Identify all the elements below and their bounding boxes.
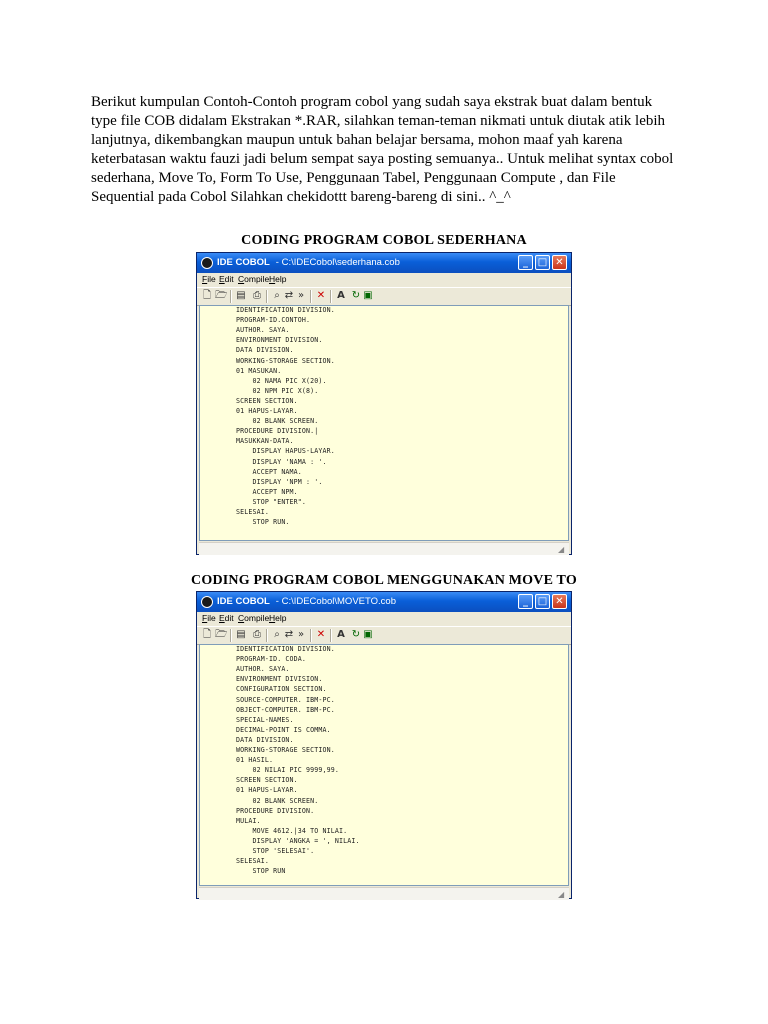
intro-line: Berikut kumpulan Contoh-Contoh program cobol yang sudah saya ekstrak buat dalam bentuk [91,94,653,110]
code-line: ENVIRONMENT DIVISION. [236,675,323,684]
code-line: 01 MASUKAN. [236,366,282,375]
menu-file[interactable]: File [202,613,216,623]
code-line: PROCEDURE DIVISION. [236,806,315,815]
font-icon[interactable]: A [337,290,345,301]
code-line: DATA DIVISION. [236,346,294,355]
save-icon[interactable]: ▤ [236,290,246,301]
code-line: 02 NAMA PIC X(20). [236,376,327,385]
code-line: WORKING-STORAGE SECTION. [236,746,335,754]
code-line: STOP RUN. [236,518,290,527]
ide-window-move-to [196,591,572,899]
open-file-icon[interactable]: 🗁 [215,290,228,301]
toolbar-separator [266,629,268,642]
resize-grip-icon[interactable]: ◢ [558,890,565,899]
menu-bar [197,273,571,286]
window-titlebar[interactable] [197,253,571,273]
menu-help[interactable]: Help [269,613,287,623]
intro-line: keterbatasan waktu fauzi jadi belum sempat saya posting semuanya.. Untuk melihat syntax cobol [91,151,674,167]
app-icon [201,596,213,608]
find-next-icon[interactable]: » [297,629,305,640]
minimize-button[interactable]: _ [518,255,533,270]
code-line: PROCEDURE DIVISION.| [236,427,319,436]
compile-icon[interactable]: ↻ [351,290,361,301]
code-line: SPECIAL-NAMES. [236,715,294,724]
code-line: PROGRAM-ID. CODA. [236,655,307,664]
toolbar-separator [310,290,312,303]
code-line: DISPLAY 'ANGKA = ', NILAI. [236,836,360,845]
code-line: SELESAI. [236,857,269,866]
toolbar-separator [230,629,232,642]
code-line: DISPLAY HAPUS-LAYAR. [236,447,335,456]
code-line: AUTHOR. SAYA. [236,326,290,335]
code-line: 02 NPM PIC X(8). [236,386,319,395]
close-button[interactable]: ✕ [552,594,567,609]
print-icon[interactable]: ⎙ [253,290,261,301]
code-line: CONFIGURATION SECTION. [236,685,327,694]
code-editor[interactable] [199,644,569,886]
menu-bar [197,612,571,625]
code-line: 01 HASIL. [236,756,274,765]
section-heading-sederhana: CODING PROGRAM COBOL SEDERHANA [241,233,527,248]
code-line: AUTHOR. SAYA. [236,665,290,674]
code-line: 02 BLANK SCREEN. [236,417,319,426]
maximize-button[interactable]: □ [535,594,550,609]
code-line: 02 BLANK SCREEN. [236,796,319,805]
code-line: 01 HAPUS-LAYAR. [236,407,298,415]
code-line: IDENTIFICATION DIVISION. [236,645,335,653]
code-line: DISPLAY 'NAMA : '. [236,457,327,466]
window-app-name: IDE COBOL [217,257,270,268]
intro-line: sederhana, Move To, Form To Use, Penggunaan Tabel, Penggunaan Compute , dan File [91,170,616,186]
code-line: SELESAI. [236,508,269,516]
code-line: MASUKKAN-DATA. [236,437,294,446]
save-icon[interactable]: ▤ [236,629,246,640]
code-line: DATA DIVISION. [236,735,294,744]
menu-edit[interactable]: Edit [219,274,234,284]
window-file-path: - C:\IDECobol\sederhana.cob [275,257,400,268]
code-line: ENVIRONMENT DIVISION. [236,336,323,345]
window-app-name: IDE COBOL [217,596,270,607]
intro-line: Sequential pada Cobol Silahkan chekidottt bareng-bareng di sini.. ^_^ [91,189,511,205]
code-line: MULAI. [236,816,261,825]
font-icon[interactable]: A [337,629,345,640]
intro-line: lanjutnya, dikembangkan maupun untuk bahan belajar bersama, mohon maaf yah karena [91,132,623,148]
menu-compile[interactable]: Compile [238,274,270,284]
new-file-icon[interactable]: 🗋 [202,290,212,301]
new-file-icon[interactable]: 🗋 [202,629,212,640]
toolbar-separator [230,290,232,303]
code-line: PROGRAM-ID.CONTOH. [236,316,311,325]
code-line: DISPLAY 'NPM : '. [236,477,323,486]
compile-icon[interactable]: ↻ [351,629,361,640]
code-line: 02 NILAI PIC 9999,99. [236,766,339,775]
code-line: SCREEN SECTION. [236,776,298,785]
print-icon[interactable]: ⎙ [253,629,261,640]
code-line: ACCEPT NPM. [236,487,298,496]
window-title [217,596,396,607]
code-editor[interactable] [199,305,569,541]
replace-icon[interactable]: ⇄ [284,629,294,640]
intro-paragraph [91,93,691,207]
code-line: OBJECT-COMPUTER. IBM-PC. [236,705,335,714]
toolbar-separator [330,290,332,303]
window-titlebar[interactable] [197,592,571,612]
find-next-icon[interactable]: » [297,290,305,301]
open-file-icon[interactable]: 🗁 [215,629,228,640]
menu-edit[interactable]: Edit [219,613,234,623]
code-line: ACCEPT NAMA. [236,467,302,476]
menu-help[interactable]: Help [269,274,287,284]
code-line: STOP "ENTER". [236,497,307,506]
run-icon[interactable]: ▣ [363,629,373,640]
toolbar [197,626,571,645]
toolbar-separator [330,629,332,642]
horizontal-scrollbar[interactable] [199,887,569,900]
window-title [217,257,400,268]
code-line: SOURCE-COMPUTER. IBM-PC. [236,695,335,704]
run-icon[interactable]: ▣ [363,290,373,301]
code-line: MOVE 4612.|34 TO NILAI. [236,826,348,835]
toolbar [197,287,571,306]
code-line: IDENTIFICATION DIVISION. [236,306,335,314]
replace-icon[interactable]: ⇄ [284,290,294,301]
find-icon[interactable]: ⌕ [274,290,280,301]
maximize-button[interactable]: □ [535,255,550,270]
code-line: 01 HAPUS-LAYAR. [236,786,298,795]
menu-file[interactable]: File [202,274,216,284]
code-line: WORKING-STORAGE SECTION. [236,356,335,365]
clear-icon[interactable]: ✕ [316,290,326,301]
toolbar-separator [310,629,312,642]
app-icon [201,257,213,269]
code-line: SCREEN SECTION. [236,396,298,405]
toolbar-separator [266,290,268,303]
clear-icon[interactable]: ✕ [316,629,326,640]
horizontal-scrollbar[interactable] [199,542,569,555]
menu-compile[interactable]: Compile [238,613,270,623]
close-button[interactable]: ✕ [552,255,567,270]
resize-grip-icon[interactable]: ◢ [558,545,565,554]
code-line: STOP 'SELESAI'. [236,847,315,855]
code-line: STOP RUN [236,867,286,876]
window-file-path: - C:\IDECobol\MOVETO.cob [275,596,396,607]
ide-window-sederhana [196,252,572,555]
code-line: DECIMAL-POINT IS COMMA. [236,725,331,734]
intro-line: type file COB didalam Ekstrakan *.RAR, silahkan teman-teman nikmati untuk diutak atik lebih [91,113,666,129]
find-icon[interactable]: ⌕ [274,629,280,640]
section-heading-move-to: CODING PROGRAM COBOL MENGGUNAKAN MOVE TO [191,573,577,588]
minimize-button[interactable]: _ [518,594,533,609]
